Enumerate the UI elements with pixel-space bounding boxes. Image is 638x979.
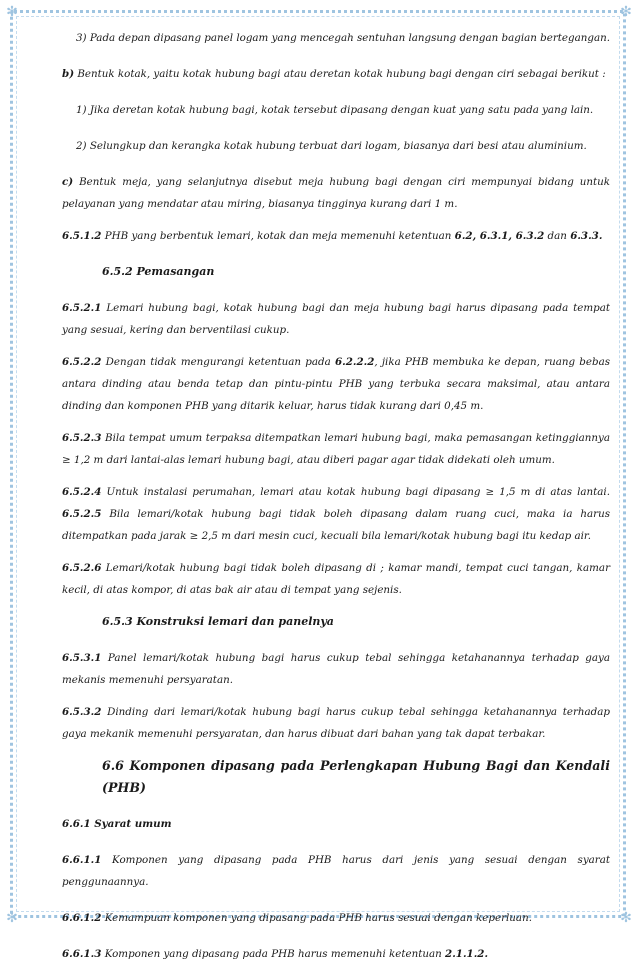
corner-ornament-icon: ✻	[6, 910, 18, 926]
item-b3: 3) Pada depan dipasang panel logam yang mencegah sentuhan langsung dengan bagian bertegangan.	[76, 32, 610, 44]
corner-ornament-icon: ✻	[620, 910, 632, 926]
corner-ornament-icon: ✻	[620, 4, 632, 20]
para-6-5-3-2: 6.5.3.2 Dinding dari lemari/kotak hubung bagi harus cukup tebal sehingga ketahanannya terhadap gaya mekanik memenuhi persyaratan, dan harus dibuat dari bahan yang tak dapat terbakar.	[62, 706, 610, 740]
item-b2: 2) Selungkup dan kerangka kotak hubung terbuat dari logam, biasanya dari besi atau aluminium.	[76, 140, 587, 152]
para-6-5-2-4: 6.5.2.4 Untuk instalasi perumahan, lemari atau kotak hubung bagi dipasang ≥ 1,5 m di atas lantai. 6.5.2.5 Bila lemari/kotak hubung bagi tidak boleh dipasang dalam ruang cuci, maka ia harus ditempatkan pada jarak ≥ 2,5 m dari mesin cuci, kecuali bila lemari/kotak hubung bagi itu kedap air.	[62, 486, 610, 542]
para-6-5-2-2: 6.5.2.2 Dengan tidak mengurangi ketentuan pada 6.2.2.2, jika PHB membuka ke depan, ruang bebas antara dinding atau benda tetap dan pintu-pintu PHB yang terbuka secara maksimal, atau antara dinding dan komponen PHB yang ditarik keluar, harus tidak kurang dari 0,45 m.	[62, 356, 610, 412]
item-b1: 1) Jika deretan kotak hubung bagi, kotak tersebut dipasang dengan kuat yang satu pada yang lain.	[76, 104, 594, 116]
heading-6-5-3: 6.5.3 Konstruksi lemari dan panelnya	[102, 615, 334, 628]
corner-ornament-icon: ✻	[6, 4, 18, 20]
heading-6-5-2: 6.5.2 Pemasangan	[102, 265, 215, 278]
heading-6-6: 6.6 Komponen dipasang pada Perlengkapan Hubung Bagi dan Kendali (PHB)	[102, 758, 610, 795]
item-c: c) Bentuk meja, yang selanjutnya disebut meja hubung bagi dengan ciri mempunyai bidang untuk pelayanan yang mendatar atau miring, biasanya tingginya kurang dari 1 m.	[62, 176, 610, 210]
para-6-5-1-2: 6.5.1.2 PHB yang berbentuk lemari, kotak dan meja memenuhi ketentuan 6.2, 6.3.1, 6.3.2 dan 6.3.3.	[62, 230, 603, 242]
document-body	[62, 27, 610, 979]
para-6-6-1-1: 6.6.1.1 Komponen yang dipasang pada PHB harus dari jenis yang sesuai dengan syarat penggunaannya.	[62, 854, 610, 888]
para-6-5-2-1: 6.5.2.1 Lemari hubung bagi, kotak hubung bagi dan meja hubung bagi harus dipasang pada tempat yang sesuai, kering dan berventilasi cukup.	[62, 302, 610, 336]
para-6-6-1-3: 6.6.1.3 Komponen yang dipasang pada PHB harus memenuhi ketentuan 2.1.1.2.	[62, 948, 489, 960]
para-6-5-3-1: 6.5.3.1 Panel lemari/kotak hubung bagi harus cukup tebal sehingga ketahanannya terhadap gaya mekanis memenuhi persyaratan.	[62, 652, 610, 686]
para-6-5-2-6: 6.5.2.6 Lemari/kotak hubung bagi tidak boleh dipasang di ; kamar mandi, tempat cuci tangan, kamar kecil, di atas kompor, di atas bak air atau di tempat yang sejenis.	[62, 562, 610, 596]
item-b: b) Bentuk kotak, yaitu kotak hubung bagi atau deretan kotak hubung bagi dengan ciri sebagai berikut :	[62, 68, 606, 80]
para-6-6-1-2: 6.6.1.2 Kemampuan komponen yang dipasang pada PHB harus sesuai dengan keperluan.	[62, 912, 532, 924]
heading-6-6-1: 6.6.1 Syarat umum	[62, 818, 172, 830]
para-6-5-2-3: 6.5.2.3 Bila tempat umum terpaksa ditempatkan lemari hubung bagi, maka pemasangan ketinggiannya ≥ 1,2 m dari lantai-alas lemari hubung bagi, atau diberi pagar agar tidak didekati oleh umum.	[62, 432, 610, 466]
